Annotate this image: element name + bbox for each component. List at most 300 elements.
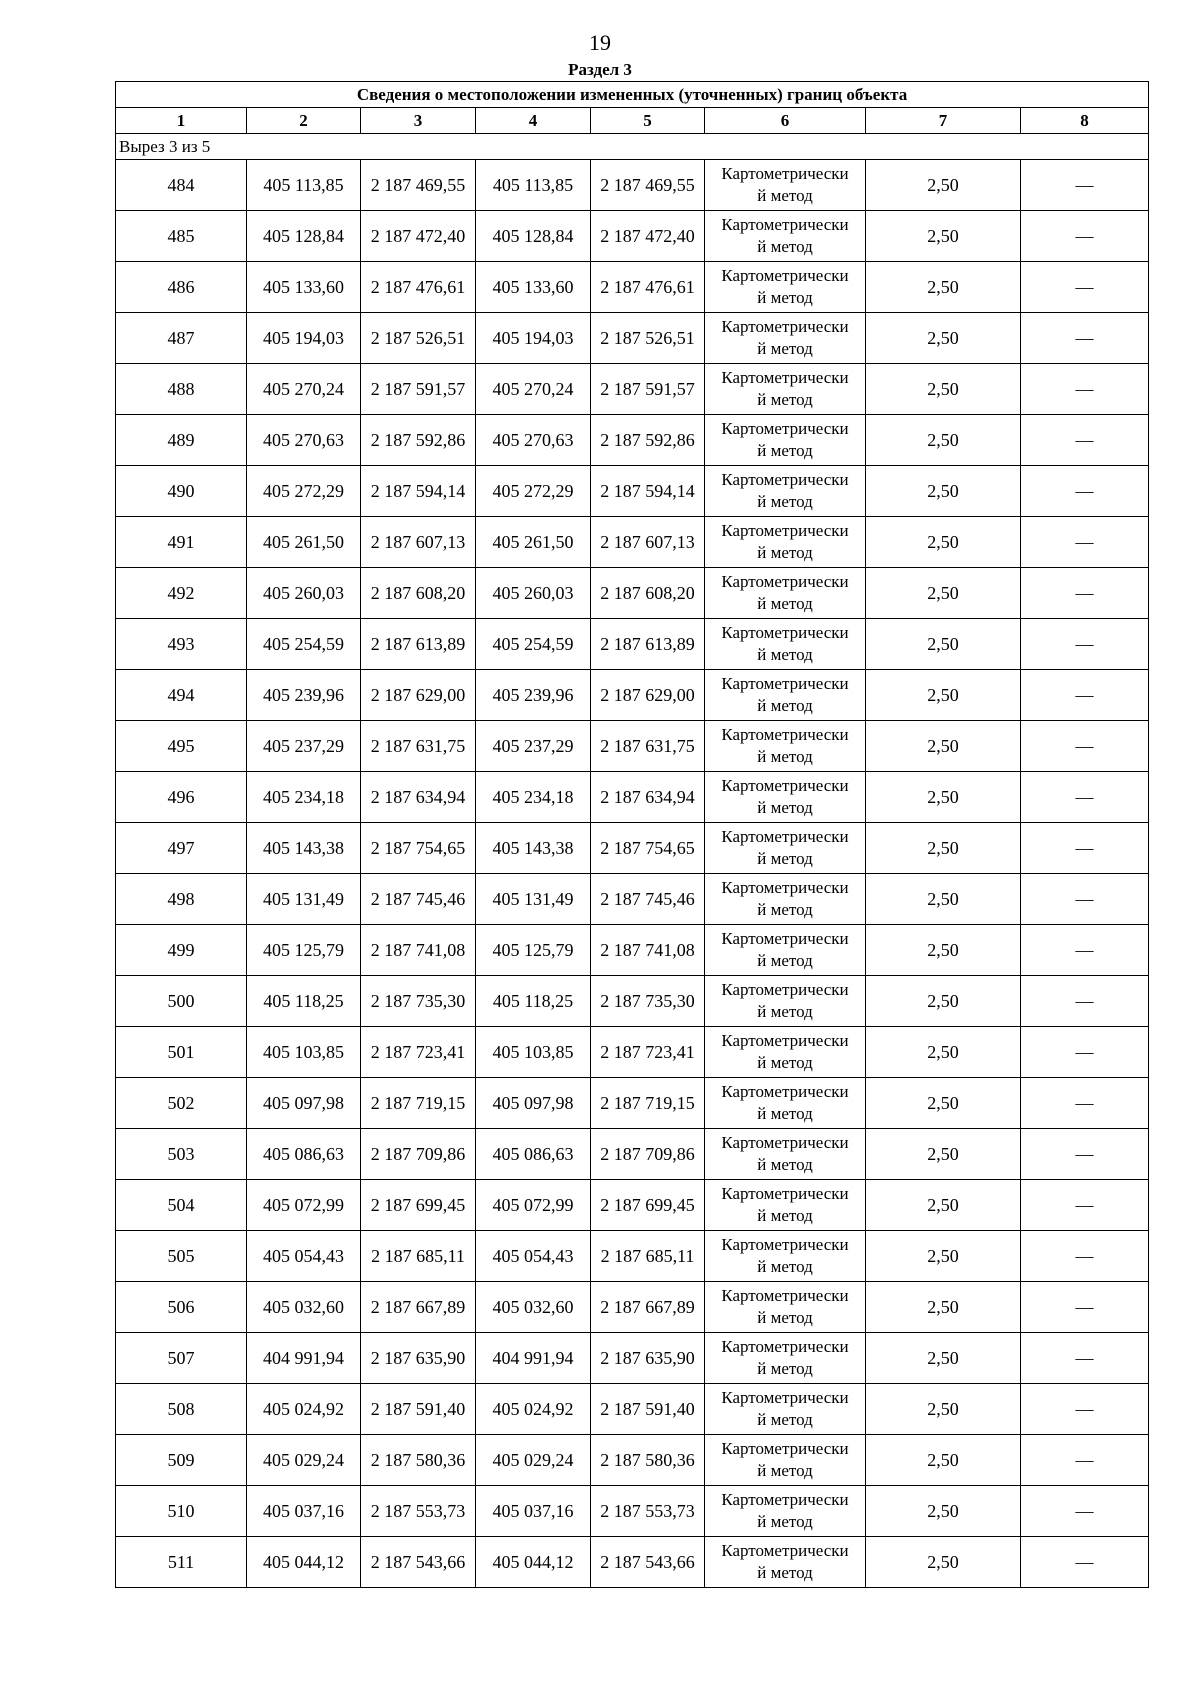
method-cell (705, 1282, 866, 1333)
existing-x-cell: 405 128,84 (247, 211, 361, 262)
existing-x-cell: 405 254,59 (247, 619, 361, 670)
existing-x-cell: 405 261,50 (247, 517, 361, 568)
table-row (116, 313, 1149, 364)
point-number-cell: 508 (116, 1384, 247, 1435)
method-line-2: й метод (757, 1512, 813, 1531)
cut-label-row (116, 134, 1149, 160)
refined-y-cell: 2 187 580,36 (591, 1435, 705, 1486)
point-number-cell: 503 (116, 1129, 247, 1180)
table-row (116, 1027, 1149, 1078)
method-cell (705, 1435, 866, 1486)
refined-y-cell: 2 187 553,73 (591, 1486, 705, 1537)
method-line-1: Картометрически (721, 674, 849, 693)
existing-x-cell: 405 194,03 (247, 313, 361, 364)
existing-y-cell: 2 187 476,61 (361, 262, 476, 313)
accuracy-cell: 2,50 (866, 568, 1021, 619)
refined-x-cell: 405 097,98 (476, 1078, 591, 1129)
column-number-2: 2 (247, 108, 361, 134)
table-row (116, 823, 1149, 874)
existing-y-cell: 2 187 741,08 (361, 925, 476, 976)
point-number-cell: 496 (116, 772, 247, 823)
description-cell: — (1021, 568, 1149, 619)
description-cell: — (1021, 262, 1149, 313)
method-cell (705, 568, 866, 619)
table-row (116, 925, 1149, 976)
method-line-2: й метод (757, 849, 813, 868)
refined-y-cell: 2 187 526,51 (591, 313, 705, 364)
table-row (116, 211, 1149, 262)
description-cell: — (1021, 1027, 1149, 1078)
description-cell: — (1021, 211, 1149, 262)
accuracy-cell: 2,50 (866, 772, 1021, 823)
description-cell: — (1021, 1180, 1149, 1231)
method-line-1: Картометрически (721, 1490, 849, 1509)
table-row (116, 466, 1149, 517)
existing-y-cell: 2 187 667,89 (361, 1282, 476, 1333)
accuracy-cell: 2,50 (866, 262, 1021, 313)
column-number-7: 7 (866, 108, 1021, 134)
method-cell (705, 1486, 866, 1537)
refined-x-cell: 405 037,16 (476, 1486, 591, 1537)
method-line-1: Картометрически (721, 470, 849, 489)
accuracy-cell: 2,50 (866, 823, 1021, 874)
method-line-2: й метод (757, 1359, 813, 1378)
existing-x-cell: 405 097,98 (247, 1078, 361, 1129)
refined-y-cell: 2 187 592,86 (591, 415, 705, 466)
existing-x-cell: 405 054,43 (247, 1231, 361, 1282)
table-row (116, 1333, 1149, 1384)
point-number-cell: 501 (116, 1027, 247, 1078)
point-number-cell: 507 (116, 1333, 247, 1384)
table-row (116, 619, 1149, 670)
column-number-8: 8 (1021, 108, 1149, 134)
refined-x-cell: 405 234,18 (476, 772, 591, 823)
method-line-2: й метод (757, 237, 813, 256)
coordinates-table (115, 81, 1149, 1588)
description-cell: — (1021, 1129, 1149, 1180)
accuracy-cell: 2,50 (866, 1333, 1021, 1384)
method-line-2: й метод (757, 1410, 813, 1429)
refined-x-cell: 405 239,96 (476, 670, 591, 721)
refined-y-cell: 2 187 709,86 (591, 1129, 705, 1180)
existing-y-cell: 2 187 608,20 (361, 568, 476, 619)
column-number-row (116, 108, 1149, 134)
section-title: Раздел 3 (568, 60, 632, 79)
point-number-cell: 495 (116, 721, 247, 772)
method-cell (705, 1027, 866, 1078)
method-line-2: й метод (757, 951, 813, 970)
refined-y-cell: 2 187 699,45 (591, 1180, 705, 1231)
existing-x-cell: 405 044,12 (247, 1537, 361, 1588)
accuracy-cell: 2,50 (866, 1537, 1021, 1588)
method-line-1: Картометрически (721, 419, 849, 438)
refined-y-cell: 2 187 594,14 (591, 466, 705, 517)
table-row (116, 874, 1149, 925)
method-cell (705, 1180, 866, 1231)
description-cell: — (1021, 1078, 1149, 1129)
existing-x-cell: 405 125,79 (247, 925, 361, 976)
method-cell (705, 211, 866, 262)
refined-y-cell: 2 187 719,15 (591, 1078, 705, 1129)
refined-y-cell: 2 187 608,20 (591, 568, 705, 619)
method-line-2: й метод (757, 492, 813, 511)
point-number-cell: 509 (116, 1435, 247, 1486)
refined-y-cell: 2 187 735,30 (591, 976, 705, 1027)
refined-y-cell: 2 187 723,41 (591, 1027, 705, 1078)
method-line-2: й метод (757, 1206, 813, 1225)
refined-y-cell: 2 187 667,89 (591, 1282, 705, 1333)
description-cell: — (1021, 772, 1149, 823)
refined-x-cell: 405 029,24 (476, 1435, 591, 1486)
refined-x-cell: 405 194,03 (476, 313, 591, 364)
point-number-cell: 485 (116, 211, 247, 262)
existing-y-cell: 2 187 526,51 (361, 313, 476, 364)
refined-y-cell: 2 187 591,40 (591, 1384, 705, 1435)
method-line-2: й метод (757, 441, 813, 460)
method-line-1: Картометрически (721, 1541, 849, 1560)
existing-y-cell: 2 187 591,40 (361, 1384, 476, 1435)
method-line-1: Картометрически (721, 776, 849, 795)
table-row (116, 670, 1149, 721)
accuracy-cell: 2,50 (866, 619, 1021, 670)
refined-y-cell: 2 187 543,66 (591, 1537, 705, 1588)
refined-y-cell: 2 187 685,11 (591, 1231, 705, 1282)
method-line-1: Картометрически (721, 521, 849, 540)
point-number-cell: 489 (116, 415, 247, 466)
accuracy-cell: 2,50 (866, 211, 1021, 262)
description-cell: — (1021, 1282, 1149, 1333)
description-cell: — (1021, 466, 1149, 517)
method-cell (705, 415, 866, 466)
method-line-2: й метод (757, 1563, 813, 1582)
existing-y-cell: 2 187 634,94 (361, 772, 476, 823)
method-cell (705, 517, 866, 568)
refined-y-cell: 2 187 613,89 (591, 619, 705, 670)
existing-x-cell: 405 131,49 (247, 874, 361, 925)
existing-y-cell: 2 187 607,13 (361, 517, 476, 568)
existing-y-cell: 2 187 699,45 (361, 1180, 476, 1231)
existing-y-cell: 2 187 745,46 (361, 874, 476, 925)
method-line-2: й метод (757, 1257, 813, 1276)
refined-x-cell: 405 254,59 (476, 619, 591, 670)
accuracy-cell: 2,50 (866, 1282, 1021, 1333)
method-cell (705, 262, 866, 313)
refined-x-cell: 405 272,29 (476, 466, 591, 517)
point-number-cell: 494 (116, 670, 247, 721)
accuracy-cell: 2,50 (866, 1384, 1021, 1435)
accuracy-cell: 2,50 (866, 1180, 1021, 1231)
table-caption: Сведения о местоположении измененных (уточненных) границ объекта (116, 82, 1149, 108)
point-number-cell: 488 (116, 364, 247, 415)
existing-x-cell: 405 272,29 (247, 466, 361, 517)
point-number-cell: 490 (116, 466, 247, 517)
method-line-1: Картометрически (721, 1337, 849, 1356)
refined-x-cell: 405 270,63 (476, 415, 591, 466)
refined-x-cell: 405 024,92 (476, 1384, 591, 1435)
method-line-2: й метод (757, 543, 813, 562)
description-cell: — (1021, 619, 1149, 670)
method-cell (705, 313, 866, 364)
point-number-cell: 492 (116, 568, 247, 619)
refined-x-cell: 405 133,60 (476, 262, 591, 313)
method-cell (705, 670, 866, 721)
table-row (116, 262, 1149, 313)
existing-y-cell: 2 187 553,73 (361, 1486, 476, 1537)
method-line-2: й метод (757, 1461, 813, 1480)
refined-y-cell: 2 187 469,55 (591, 160, 705, 211)
method-line-1: Картометрически (721, 368, 849, 387)
existing-x-cell: 405 118,25 (247, 976, 361, 1027)
point-number-cell: 511 (116, 1537, 247, 1588)
method-line-2: й метод (757, 696, 813, 715)
existing-x-cell: 405 143,38 (247, 823, 361, 874)
method-line-2: й метод (757, 1053, 813, 1072)
existing-y-cell: 2 187 592,86 (361, 415, 476, 466)
method-line-1: Картометрически (721, 266, 849, 285)
point-number-cell: 500 (116, 976, 247, 1027)
existing-y-cell: 2 187 629,00 (361, 670, 476, 721)
accuracy-cell: 2,50 (866, 313, 1021, 364)
description-cell: — (1021, 670, 1149, 721)
column-number-3: 3 (361, 108, 476, 134)
method-cell (705, 823, 866, 874)
refined-y-cell: 2 187 591,57 (591, 364, 705, 415)
table-row (116, 1384, 1149, 1435)
existing-x-cell: 405 029,24 (247, 1435, 361, 1486)
method-line-1: Картометрически (721, 1286, 849, 1305)
description-cell: — (1021, 925, 1149, 976)
description-cell: — (1021, 874, 1149, 925)
refined-y-cell: 2 187 741,08 (591, 925, 705, 976)
column-number-5: 5 (591, 108, 705, 134)
method-cell (705, 1231, 866, 1282)
table-caption-row (116, 82, 1149, 108)
table-row (116, 1129, 1149, 1180)
method-line-1: Картометрически (721, 215, 849, 234)
description-cell: — (1021, 823, 1149, 874)
description-cell: — (1021, 721, 1149, 772)
method-line-2: й метод (757, 1104, 813, 1123)
refined-x-cell: 405 054,43 (476, 1231, 591, 1282)
refined-y-cell: 2 187 631,75 (591, 721, 705, 772)
existing-x-cell: 405 103,85 (247, 1027, 361, 1078)
existing-y-cell: 2 187 719,15 (361, 1078, 476, 1129)
refined-y-cell: 2 187 754,65 (591, 823, 705, 874)
point-number-cell: 505 (116, 1231, 247, 1282)
accuracy-cell: 2,50 (866, 1435, 1021, 1486)
method-line-1: Картометрически (721, 1082, 849, 1101)
refined-x-cell: 405 103,85 (476, 1027, 591, 1078)
accuracy-cell: 2,50 (866, 1231, 1021, 1282)
description-cell: — (1021, 1435, 1149, 1486)
accuracy-cell: 2,50 (866, 1486, 1021, 1537)
existing-y-cell: 2 187 754,65 (361, 823, 476, 874)
existing-x-cell: 405 072,99 (247, 1180, 361, 1231)
point-number-cell: 498 (116, 874, 247, 925)
refined-x-cell: 405 131,49 (476, 874, 591, 925)
accuracy-cell: 2,50 (866, 415, 1021, 466)
method-line-1: Картометрически (721, 725, 849, 744)
refined-x-cell: 405 260,03 (476, 568, 591, 619)
existing-y-cell: 2 187 635,90 (361, 1333, 476, 1384)
point-number-cell: 493 (116, 619, 247, 670)
method-line-2: й метод (757, 900, 813, 919)
point-number-cell: 484 (116, 160, 247, 211)
refined-x-cell: 405 086,63 (476, 1129, 591, 1180)
refined-x-cell: 405 044,12 (476, 1537, 591, 1588)
description-cell: — (1021, 1384, 1149, 1435)
existing-y-cell: 2 187 735,30 (361, 976, 476, 1027)
method-cell (705, 619, 866, 670)
method-line-2: й метод (757, 1308, 813, 1327)
description-cell: — (1021, 415, 1149, 466)
method-cell (705, 772, 866, 823)
refined-x-cell: 405 113,85 (476, 160, 591, 211)
existing-x-cell: 405 270,63 (247, 415, 361, 466)
existing-x-cell: 405 024,92 (247, 1384, 361, 1435)
method-line-1: Картометрически (721, 827, 849, 846)
existing-y-cell: 2 187 709,86 (361, 1129, 476, 1180)
refined-y-cell: 2 187 634,94 (591, 772, 705, 823)
accuracy-cell: 2,50 (866, 160, 1021, 211)
point-number-cell: 487 (116, 313, 247, 364)
existing-x-cell: 405 037,16 (247, 1486, 361, 1537)
existing-y-cell: 2 187 472,40 (361, 211, 476, 262)
method-cell (705, 976, 866, 1027)
column-number-4: 4 (476, 108, 591, 134)
method-cell (705, 160, 866, 211)
method-line-2: й метод (757, 1002, 813, 1021)
method-line-1: Картометрически (721, 164, 849, 183)
existing-y-cell: 2 187 631,75 (361, 721, 476, 772)
table-row (116, 1486, 1149, 1537)
description-cell: — (1021, 313, 1149, 364)
refined-x-cell: 405 261,50 (476, 517, 591, 568)
column-number-6: 6 (705, 108, 866, 134)
existing-x-cell: 405 237,29 (247, 721, 361, 772)
point-number-cell: 506 (116, 1282, 247, 1333)
table-row (116, 1231, 1149, 1282)
method-line-1: Картометрически (721, 929, 849, 948)
method-line-2: й метод (757, 186, 813, 205)
point-number-cell: 510 (116, 1486, 247, 1537)
point-number-cell: 486 (116, 262, 247, 313)
point-number-cell: 499 (116, 925, 247, 976)
method-line-2: й метод (757, 645, 813, 664)
point-number-cell: 497 (116, 823, 247, 874)
method-line-1: Картометрически (721, 623, 849, 642)
accuracy-cell: 2,50 (866, 874, 1021, 925)
method-cell (705, 466, 866, 517)
existing-y-cell: 2 187 580,36 (361, 1435, 476, 1486)
point-number-cell: 504 (116, 1180, 247, 1231)
refined-y-cell: 2 187 745,46 (591, 874, 705, 925)
description-cell: — (1021, 1537, 1149, 1588)
existing-y-cell: 2 187 543,66 (361, 1537, 476, 1588)
accuracy-cell: 2,50 (866, 1027, 1021, 1078)
refined-x-cell: 405 270,24 (476, 364, 591, 415)
accuracy-cell: 2,50 (866, 721, 1021, 772)
point-number-cell: 502 (116, 1078, 247, 1129)
method-line-2: й метод (757, 339, 813, 358)
refined-x-cell: 405 128,84 (476, 211, 591, 262)
accuracy-cell: 2,50 (866, 364, 1021, 415)
page-number: 19 (589, 30, 611, 55)
method-cell (705, 925, 866, 976)
existing-x-cell: 405 270,24 (247, 364, 361, 415)
existing-x-cell: 405 239,96 (247, 670, 361, 721)
accuracy-cell: 2,50 (866, 925, 1021, 976)
existing-y-cell: 2 187 594,14 (361, 466, 476, 517)
existing-x-cell: 405 032,60 (247, 1282, 361, 1333)
refined-x-cell: 404 991,94 (476, 1333, 591, 1384)
method-line-1: Картометрически (721, 1031, 849, 1050)
method-cell (705, 1333, 866, 1384)
table-row (116, 364, 1149, 415)
table-row (116, 1537, 1149, 1588)
existing-y-cell: 2 187 685,11 (361, 1231, 476, 1282)
existing-y-cell: 2 187 591,57 (361, 364, 476, 415)
refined-x-cell: 405 237,29 (476, 721, 591, 772)
refined-x-cell: 405 118,25 (476, 976, 591, 1027)
table-row (116, 976, 1149, 1027)
method-cell (705, 1129, 866, 1180)
method-line-1: Картометрически (721, 1235, 849, 1254)
method-cell (705, 364, 866, 415)
description-cell: — (1021, 1231, 1149, 1282)
method-line-2: й метод (757, 594, 813, 613)
refined-y-cell: 2 187 472,40 (591, 211, 705, 262)
table-row (116, 517, 1149, 568)
method-cell (705, 721, 866, 772)
description-cell: — (1021, 976, 1149, 1027)
method-line-1: Картометрически (721, 1388, 849, 1407)
table-row (116, 721, 1149, 772)
refined-x-cell: 405 143,38 (476, 823, 591, 874)
description-cell: — (1021, 1486, 1149, 1537)
refined-x-cell: 405 072,99 (476, 1180, 591, 1231)
table-row (116, 1180, 1149, 1231)
table-body (116, 134, 1149, 1588)
refined-y-cell: 2 187 635,90 (591, 1333, 705, 1384)
method-line-2: й метод (757, 747, 813, 766)
existing-x-cell: 405 260,03 (247, 568, 361, 619)
existing-x-cell: 405 086,63 (247, 1129, 361, 1180)
refined-x-cell: 405 032,60 (476, 1282, 591, 1333)
method-cell (705, 1384, 866, 1435)
existing-x-cell: 405 113,85 (247, 160, 361, 211)
column-number-1: 1 (116, 108, 247, 134)
table-row (116, 415, 1149, 466)
existing-y-cell: 2 187 613,89 (361, 619, 476, 670)
accuracy-cell: 2,50 (866, 1078, 1021, 1129)
table-row (116, 568, 1149, 619)
refined-y-cell: 2 187 476,61 (591, 262, 705, 313)
accuracy-cell: 2,50 (866, 976, 1021, 1027)
refined-y-cell: 2 187 629,00 (591, 670, 705, 721)
method-cell (705, 874, 866, 925)
accuracy-cell: 2,50 (866, 517, 1021, 568)
method-line-1: Картометрически (721, 317, 849, 336)
method-line-1: Картометрически (721, 1184, 849, 1203)
method-line-1: Картометрически (721, 878, 849, 897)
description-cell: — (1021, 364, 1149, 415)
accuracy-cell: 2,50 (866, 1129, 1021, 1180)
refined-x-cell: 405 125,79 (476, 925, 591, 976)
method-line-1: Картометрически (721, 572, 849, 591)
accuracy-cell: 2,50 (866, 466, 1021, 517)
description-cell: — (1021, 160, 1149, 211)
